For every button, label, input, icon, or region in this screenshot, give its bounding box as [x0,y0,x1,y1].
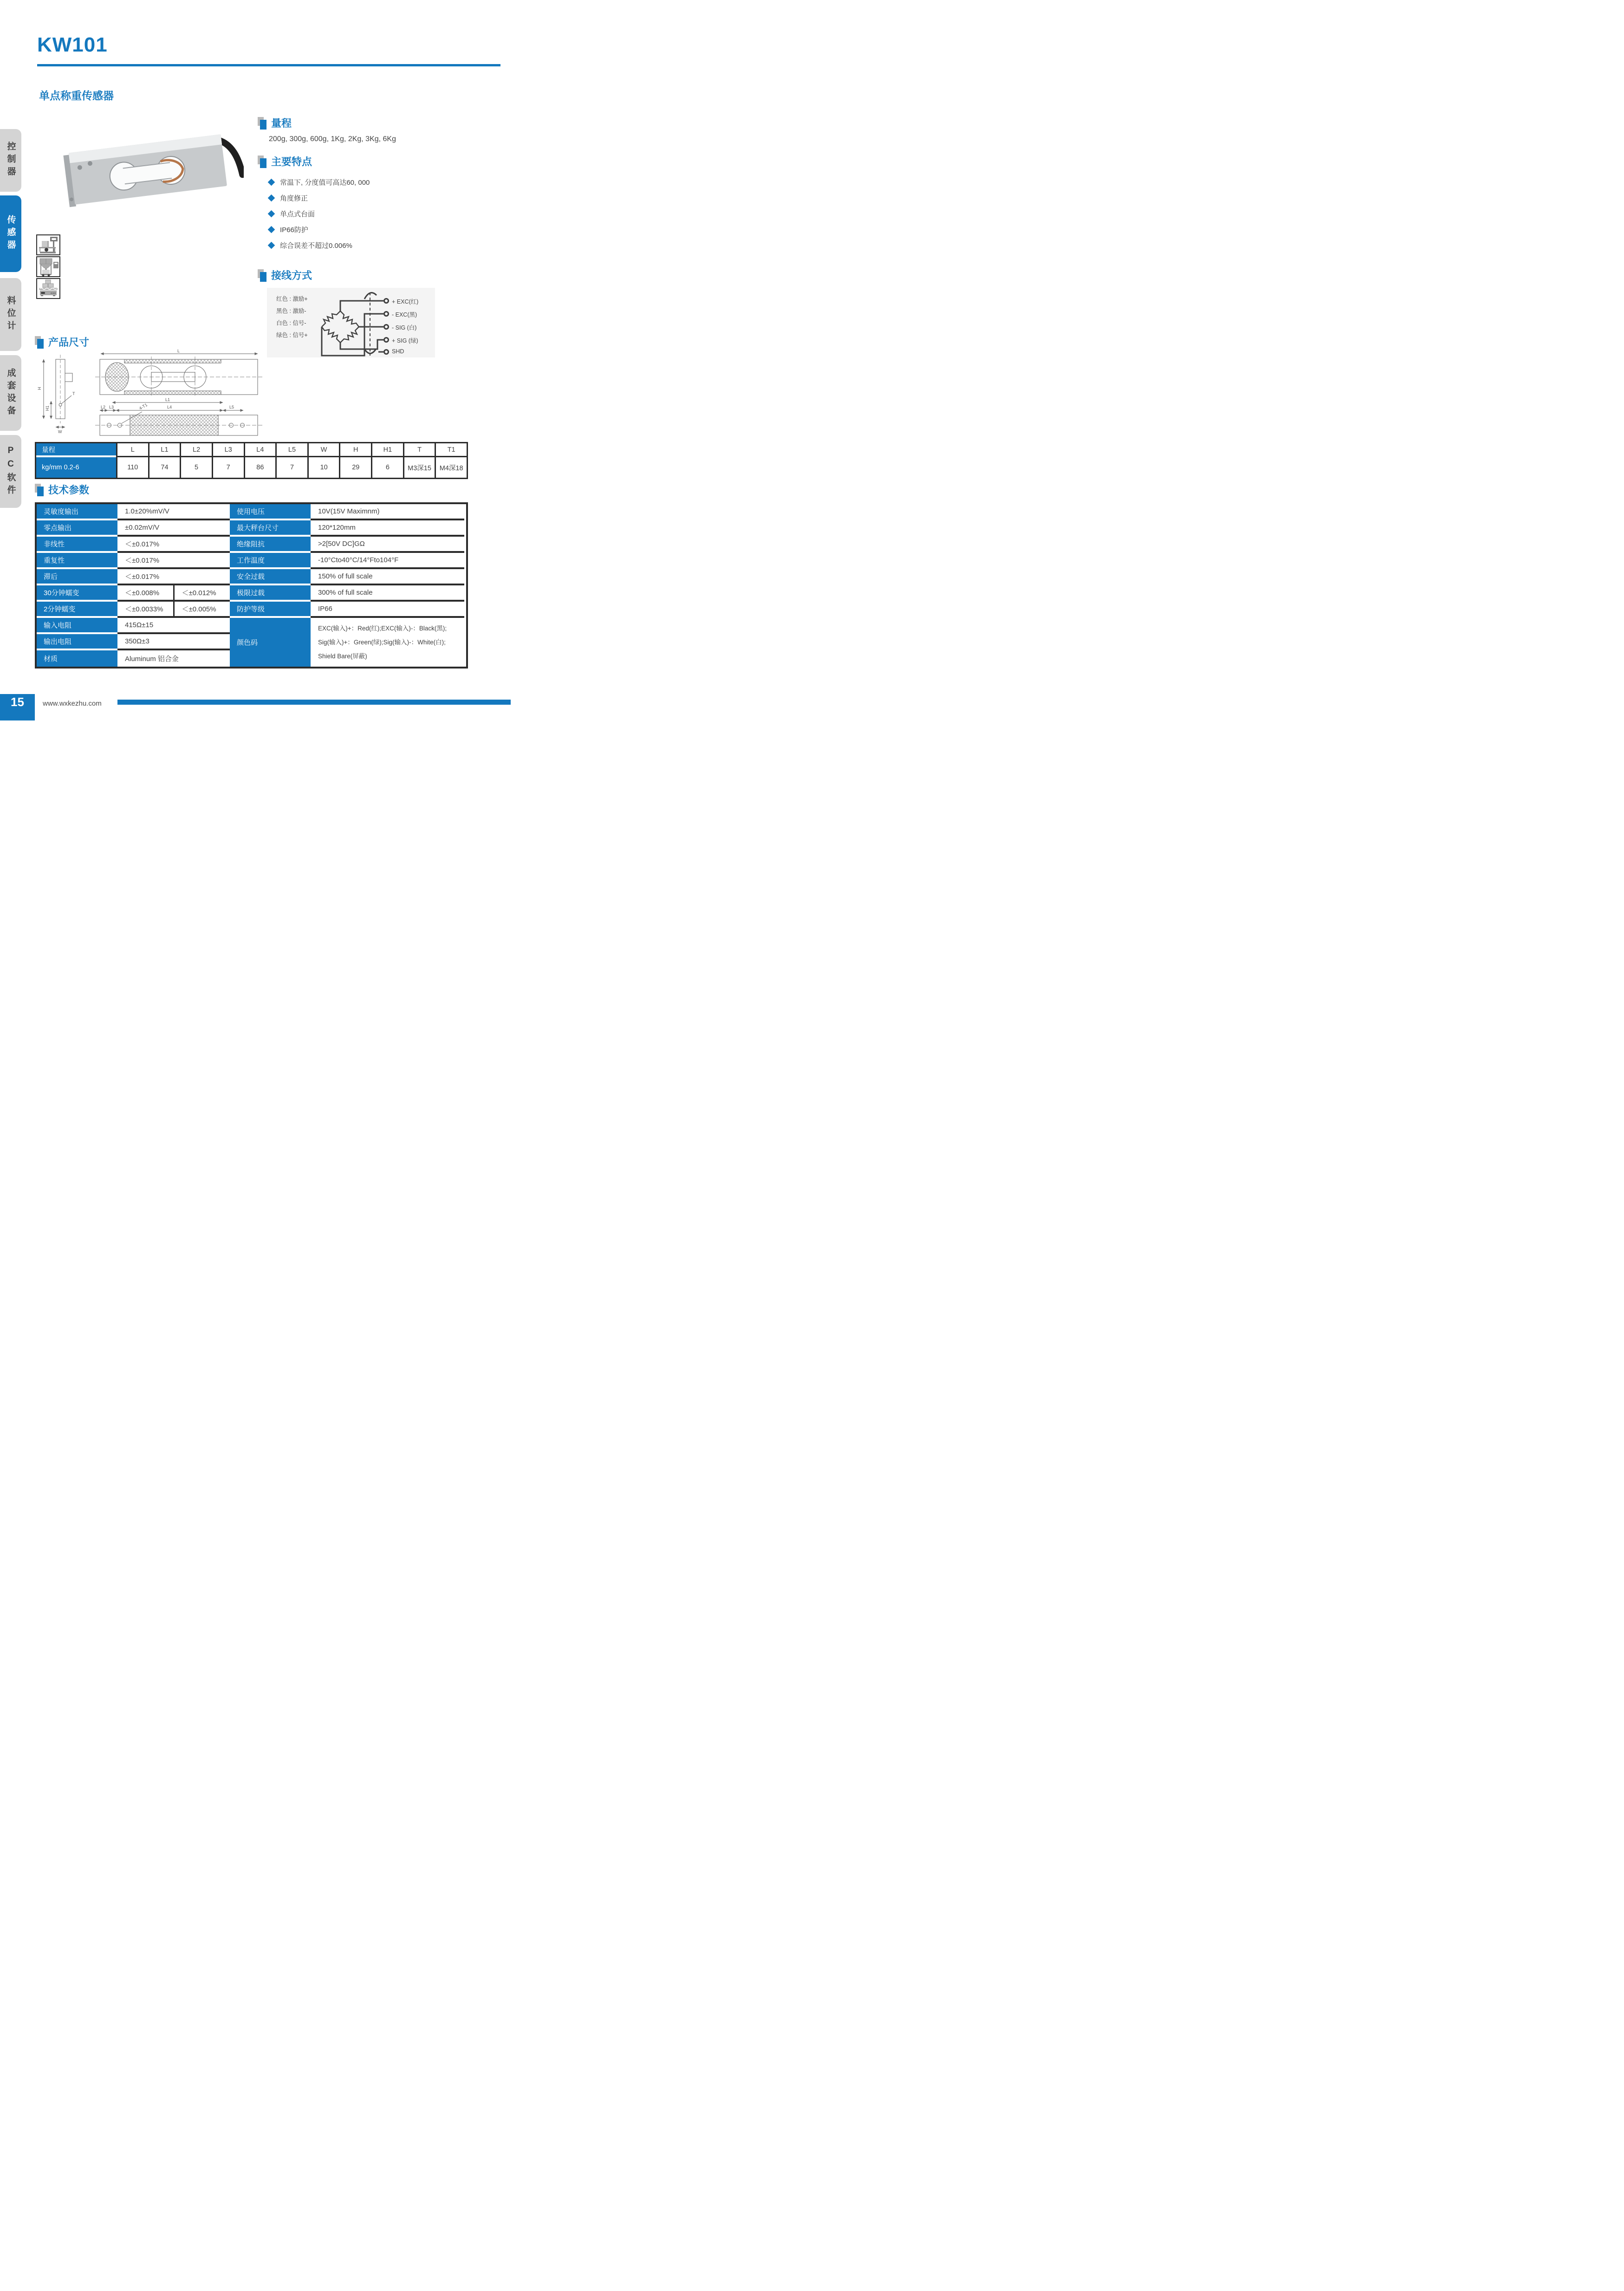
dim-table-corner: 量程 [36,443,116,457]
feature-text: 常温下, 分度值可高达60, 000 [280,179,370,187]
color-code-line: Shield Bare(屏蔽) [318,652,367,660]
section-title: 量程 [271,117,292,129]
dimension-table [35,442,468,479]
spec-value: 1.0±20%mV/V [117,504,230,520]
dim-col-header: L4 [244,443,276,457]
dim-label-l: L [177,349,180,353]
hopper-scale-icon [37,257,59,276]
spec-value: 10V(15V Maximnm) [311,504,464,520]
dim-value: 7 [275,457,307,478]
feature-item [269,209,315,219]
application-icon-belt-scale [36,234,60,255]
spec-label: 2分钟蠕变 [37,602,117,618]
spec-label: 重复性 [37,553,117,569]
dim-value: 6 [371,457,403,478]
dim-label-h: H [37,387,42,390]
section-marker-icon [258,156,267,169]
platform-scale-icon [37,279,59,298]
spec-value: 350Ω±3 [117,634,230,650]
sidebar-tab-label: 成套设备 [6,368,16,418]
dim-col-header: T1 [435,443,467,457]
dim-label-4t1: 4-T1 [138,402,149,411]
wire-label-red: 红色 : 激励+ [276,296,308,302]
section-marker-icon [258,269,267,282]
spec-value: ＜±0.017% [117,553,230,569]
section-title: 产品尺寸 [48,337,90,348]
dim-label-l3: L3 [109,405,114,409]
spec-value: -10°Cto40°C/14°Fto104°F [311,553,464,569]
spec-value: IP66 [311,602,464,618]
dim-label-w: W [58,429,62,434]
spec-label: 安全过载 [230,569,311,585]
spec-label: 30分钟蠕变 [37,585,117,602]
section-marker-icon [35,336,44,349]
dim-col-header: H [339,443,371,457]
sidebar-tab-level-meters[interactable] [0,278,21,351]
dim-col-header: W [307,443,339,457]
belt-scale-icon [37,235,59,254]
dim-value: 5 [180,457,212,478]
dim-value: 86 [244,457,276,478]
feature-text: 单点式台面 [280,210,315,218]
sidebar-tab-label: PC软件 [6,445,16,498]
dim-label-l2: L2 [101,405,106,409]
spec-label: 使用电压 [230,504,311,520]
title-rule [37,64,500,66]
dim-value: M3深15 [403,457,435,478]
spec-label: 工作温度 [230,553,311,569]
spec-value: 415Ω±15 [117,618,230,634]
sidebar-tab-label: 传感器 [6,215,16,253]
product-photo [44,116,244,221]
terminal-label-sig-minus: - SIG (白) [392,325,417,331]
dim-value: 10 [307,457,339,478]
spec-value: 120*120mm [311,520,464,537]
spec-value: 300% of full scale [311,585,464,602]
dim-col-header: T [403,443,435,457]
feature-item [269,193,308,203]
color-code-line: EXC(输入)+：Red(红);EXC(输入)-：Black(黑); [318,624,447,632]
dim-col-header: L3 [212,443,244,457]
spec-label: 最大秤台尺寸 [230,520,311,537]
spec-value: >2[50V DC]GΩ [311,537,464,553]
section-title: 接线方式 [271,270,312,281]
wire-label-black: 黑色 : 激励- [276,308,306,314]
spec-value: ±0.02mV/V [117,520,230,537]
diamond-bullet-icon [268,179,275,186]
dim-label-l4: L4 [167,405,172,409]
dim-value: 110 [116,457,148,478]
dim-value: M4深18 [435,457,467,478]
section-features [258,156,312,169]
spec-value: ＜±0.008% [125,589,160,597]
dim-row-label: kg/mm 0.2-6 [36,457,116,478]
diamond-bullet-icon [268,195,275,202]
section-dimensions [35,336,89,349]
footer-bar [117,700,511,705]
feature-item [269,240,352,250]
section-range [258,117,292,130]
dim-value: 7 [212,457,244,478]
spec-label: 输出电阻 [37,634,117,650]
sidebar-tab-label: 控制器 [6,142,16,179]
dim-col-header: L1 [148,443,180,457]
sidebar-tab-controllers[interactable] [0,129,21,192]
section-title: 主要特点 [271,156,312,168]
spec-label: 零点输出 [37,520,117,537]
spec-label: 防护等级 [230,602,311,618]
dim-col-header: L5 [275,443,307,457]
diamond-bullet-icon [268,226,275,234]
spec-value: ＜±0.017% [117,537,230,553]
feature-text: 综合误差不超过0.006% [280,242,352,250]
wire-label-white: 白色 : 信号- [276,320,306,326]
wire-label-green: 绿色 : 信号+ [276,332,308,338]
spec-label: 极限过载 [230,585,311,602]
spec-value: ＜±0.012% [173,585,230,600]
section-marker-icon [35,484,44,497]
terminal-label-exc-minus: - EXC(黑) [392,312,417,318]
section-marker-icon [258,117,267,130]
spec-value-split [117,585,230,602]
page-number-block [0,694,35,720]
spec-value: 150% of full scale [311,569,464,585]
spec-value: ＜±0.0033% [125,605,163,613]
terminal-label-shield: SHD [392,348,404,355]
page-number: 15 [11,695,24,709]
spec-value-color-code [311,618,464,667]
diamond-bullet-icon [268,210,275,218]
range-values: 200g, 300g, 600g, 1Kg, 2Kg, 3Kg, 6Kg [269,135,396,143]
section-title: 技术参数 [48,484,90,496]
dim-label-l5: L5 [229,405,234,409]
wiring-diagram-panel [267,288,435,357]
sidebar-tab-sensors[interactable] [0,195,21,272]
dim-label-h1: H1 [45,405,50,411]
dim-col-header: L2 [180,443,212,457]
spec-value-split [117,602,230,618]
color-code-line: Sig(输入)+：Green(绿);Sig(输入)-：White(白); [318,638,446,646]
spec-label: 材质 [37,650,117,667]
application-icon-hopper-scale [36,256,60,277]
dim-col-header: H1 [371,443,403,457]
dim-value: 29 [339,457,371,478]
sidebar-tab-complete-sets[interactable] [0,355,21,431]
spec-value: ＜±0.017% [117,569,230,585]
product-subtitle: 单点称重传感器 [39,90,114,102]
spec-label: 灵敏度输出 [37,504,117,520]
website-link[interactable]: www.wxkezhu.com [43,700,102,707]
dim-col-header: L [116,443,148,457]
spec-label: 滞后 [37,569,117,585]
section-wiring [258,269,312,282]
sidebar-tab-label: 料位计 [6,296,16,333]
dim-label-t: T [72,391,75,396]
dimension-drawing [37,349,269,440]
page-title: KW101 [37,33,108,56]
sidebar-tab-pc-software[interactable] [0,435,21,508]
spec-label: 绝缘阻抗 [230,537,311,553]
feature-text: IP66防护 [280,226,308,234]
spec-value: Aluminum 铝合金 [125,655,179,663]
feature-text: 角度修正 [280,195,308,202]
spec-label: 输入电阻 [37,618,117,634]
spec-label: 非线性 [37,537,117,553]
dim-value: 74 [148,457,180,478]
terminal-label-exc-plus: + EXC(红) [392,299,419,305]
dim-label-l1: L1 [165,397,170,402]
diamond-bullet-icon [268,242,275,249]
spec-label: 颜色码 [230,618,311,667]
terminal-label-sig-plus: + SIG (绿) [392,337,418,344]
application-icon-platform-scale [36,278,60,299]
feature-item [269,225,308,234]
spec-value: ＜±0.005% [173,602,230,616]
datasheet-page [0,0,511,720]
section-specs [35,484,89,497]
spec-table [35,502,468,668]
feature-item [269,177,370,187]
